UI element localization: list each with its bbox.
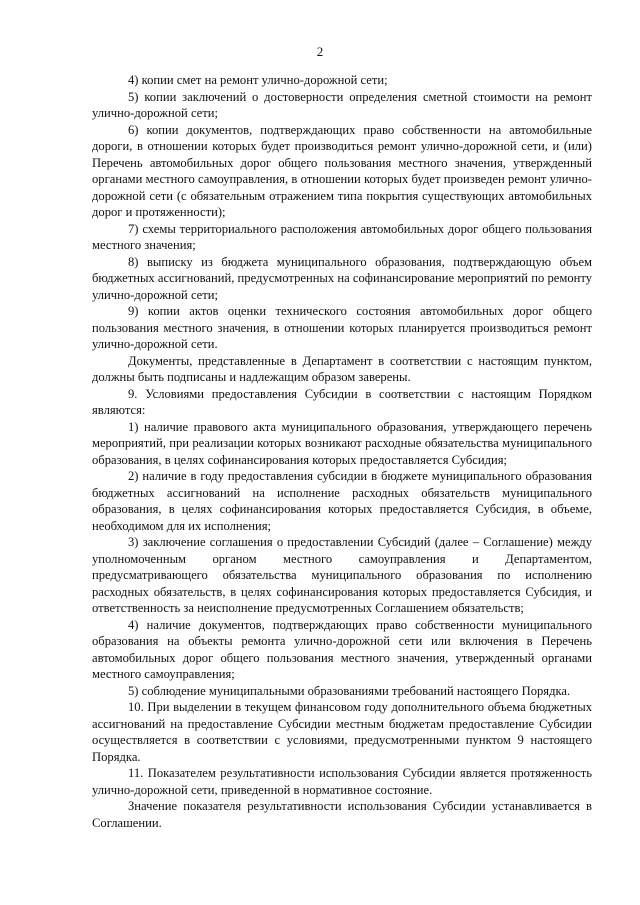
item-7-location-schemes: 7) схемы территориального расположения автомобильных дорог общего пользования местного значения;	[92, 221, 592, 252]
item-9-assessment-acts: 9) копии актов оценки технического состояния автомобильных дорог общего пользования местного значения, в отношении которых планируется производиться ремонт улично-дорожной сети.	[92, 304, 592, 351]
page-number: 2	[316, 44, 324, 59]
section-9-conditions-heading: 9. Условиями предоставления Субсидии в соответствии с настоящим Порядком являются:	[92, 386, 592, 417]
item-8-budget-extract: 8) выписку из бюджета муниципального образования, подтверждающую объем бюджетных ассигнований, предусмотренных на софинансирование мероприятий по ремонту улично-дорожной сети;	[92, 254, 592, 302]
condition-2-budget-allocations: 2) наличие в году предоставления субсидии в бюджете муниципального образования бюджетных ассигнований на исполнение расходных обязательств муниципального образования, в целях софинансирования которых предоставляется Субсидия, в объеме, необходимом для их исполнения;	[92, 469, 592, 533]
document-body	[92, 72, 592, 831]
item-4-estimates-copies: 4) копии смет на ремонт улично-дорожной сети;	[128, 73, 388, 87]
indicator-value-paragraph: Значение показателя результативности использования Субсидии устанавливается в Соглашении.	[92, 799, 592, 830]
item-6-ownership-documents: 6) копии документов, подтверждающих право собственности на автомобильные дороги, в отношении которых будет производиться ремонт улично-дорожной сети, и (или) Перечень автомобильных дорог общего пользования местного значения, утвержденный органами местного самоуправления, в отношении которых будет произведен ремонт улично-дорожной сети (с обязательным отражением типа покрытия существующих автомобильных дорог и протяженности);	[92, 122, 592, 219]
condition-5-compliance: 5) соблюдение муниципальными образованиями требований настоящего Порядка.	[128, 683, 571, 698]
section-10-additional-allocations: 10. При выделении в текущем финансовом году дополнительного объема бюджетных ассигнований на предоставление Субсидии местным бюджетам предоставление Субсидии осуществляется в соответствии с условиями, предусмотренными пунктом 9 настоящего Порядка.	[92, 700, 592, 764]
section-11-performance-indicator: 11. Показателем результативности использования Субсидии является протяженность улично-дорожной сети, приведенной в нормативное состояние.	[92, 766, 592, 797]
item-5-cost-conclusions: 5) копии заключений о достоверности определения сметной стоимости на ремонт улично-дорожной сети;	[92, 89, 592, 120]
condition-1-legal-act: 1) наличие правового акта муниципального образования, утверждающего перечень мероприятий, при реализации которых возникают расходные обязательства муниципального образования, в целях софинансирования которых предоставляется Субсидия;	[92, 419, 592, 467]
documents-certification-paragraph: Документы, представленные в Департамент в соответствии с настоящим пунктом, должны быть подписаны и надлежащим образом заверены.	[92, 353, 592, 384]
condition-3-agreement: 3) заключение соглашения о предоставлении Субсидий (далее – Соглашение) между уполномоченным органом местного самоуправления и Департаментом, предусматривающего обязательства муниципального образования по исполнению расходных обязательств, в целях софинансирования которых предоставляется Субсидия, и ответственность за неисполнение предусмотренных Соглашением обязательств;	[92, 535, 592, 615]
condition-4-ownership-documents: 4) наличие документов, подтверждающих право собственности муниципального образования на объекты ремонта улично-дорожной сети или включения в Перечень автомобильных дорог общего пользования местного значения, утвержденный органами местного самоуправления;	[92, 617, 592, 681]
